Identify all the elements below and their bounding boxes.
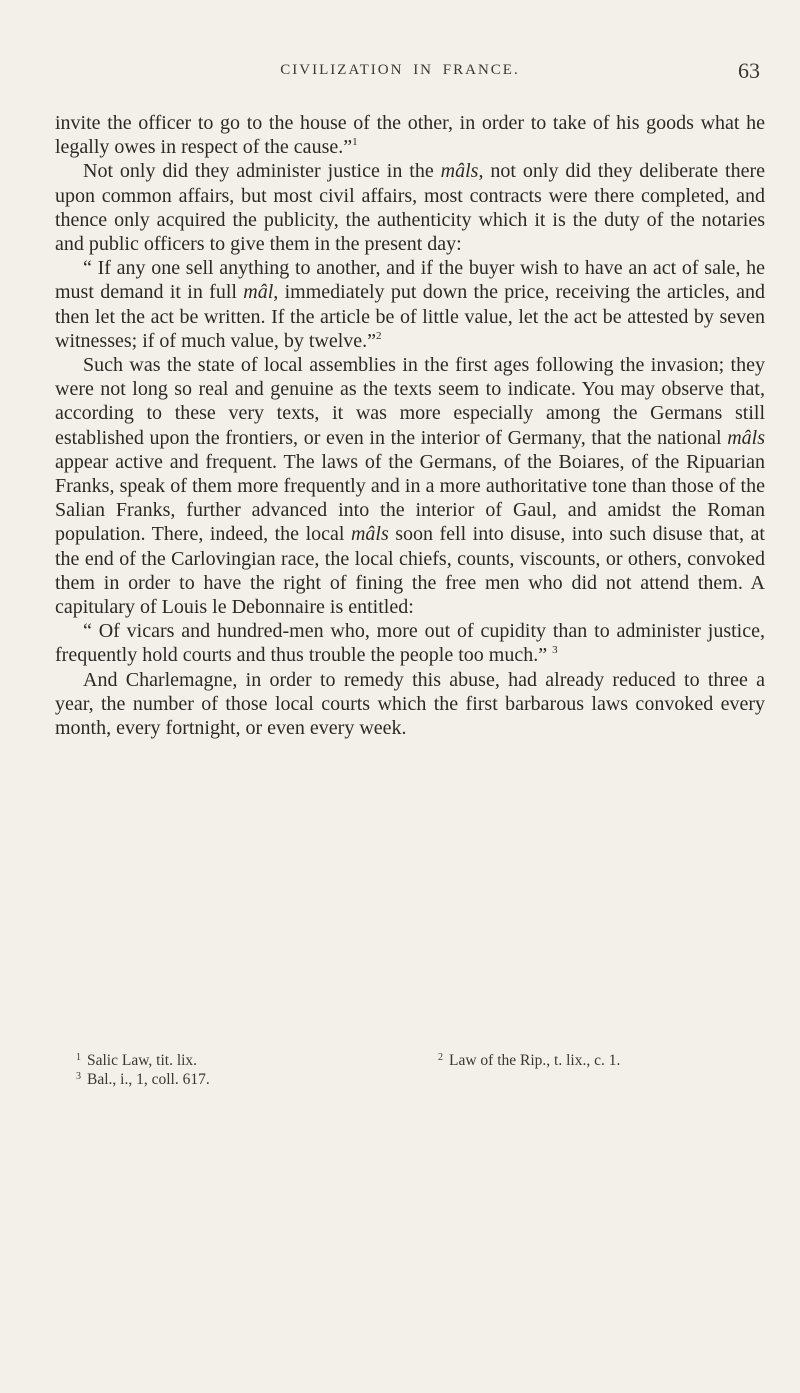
paragraph-3-quote: “ If any one sell anything to another, and if the buyer wish to have an act of sale, he must demand it in full mâl, immediately put down the price, receiving the articles, and then let the act be written. If the article be of little value, let the act be attested by seven witnesses; if of much value, by twelve.”$^2$ [55, 257, 765, 352]
footnote-ref-3: 3 [552, 644, 558, 657]
body-text [55, 111, 765, 740]
footnote-1: $^1$ Salic Law, tit. lix. [76, 1052, 198, 1069]
footnote-row [76, 1067, 756, 1086]
page-number: 63 [738, 58, 760, 83]
term-mals: mâls [350, 523, 389, 546]
term-mals: mâls [727, 426, 765, 449]
footnotes [76, 1048, 756, 1086]
footnote-row [76, 1048, 756, 1067]
footnote-3: $^3$ Bal., i., 1, coll. 617. [76, 1071, 210, 1088]
page-header [0, 58, 800, 88]
paragraph-5-quote: “ Of vicars and hundred-men who, more out of cupidity than to administer justice, frequently hold courts and thus trouble the people too much.” $^3$ [55, 620, 765, 667]
term-mal: mâl [243, 281, 274, 304]
paragraph-6: And Charlemagne, in order to remedy this abuse, had already reduced to three a year, the number of those local courts which the first barbarous laws convoked every month, every fortnight, or even every week. [55, 668, 765, 740]
paragraph-4: Such was the state of local assemblies in the first ages following the invasion; they were not long so real and genuine as the texts seem to indicate. You may observe that, according to these very texts, it was more especially among the Germans still established upon the frontiers, or even in the interior of Germany, that the national mâls appear active and frequent. The laws of the Germans, of the Boiares, of the Ripuarian Franks, speak of them more frequently and in a more authoritative tone than those of the Salian Franks, further advanced into the interior of Gaul, and amidst the Roman population. There, indeed, the local mâls soon fell into disuse, into such disuse that, at the end of the Carlovingian race, the local chiefs, counts, viscounts, or others, convoked them in order to have the right of fining the free men who did not attend them. A capitulary of Louis le Debonnaire is entitled: [55, 354, 765, 619]
paragraph-2: Not only did they administer justice in the mâls, not only did they deliberate there upon common affairs, but most civil affairs, most contracts were there completed, and thence only acquired the publicity, the authenticity which it is the duty of the notaries and public officers to give them in the present day: [55, 160, 765, 256]
term-mals: mâls [440, 160, 479, 183]
paragraph-1: invite the officer to go to the house of the other, in order to take of his goods what he legally owes in respect of the cause.”$^1$ [55, 112, 765, 159]
footnote-ref-1: 1 [352, 136, 358, 149]
running-head: CIVILIZATION IN FRANCE. [280, 62, 520, 78]
footnote-2: $^2$ Law of the Rip., t. lix., c. 1. [438, 1052, 621, 1069]
footnote-ref-2: 2 [376, 329, 382, 342]
